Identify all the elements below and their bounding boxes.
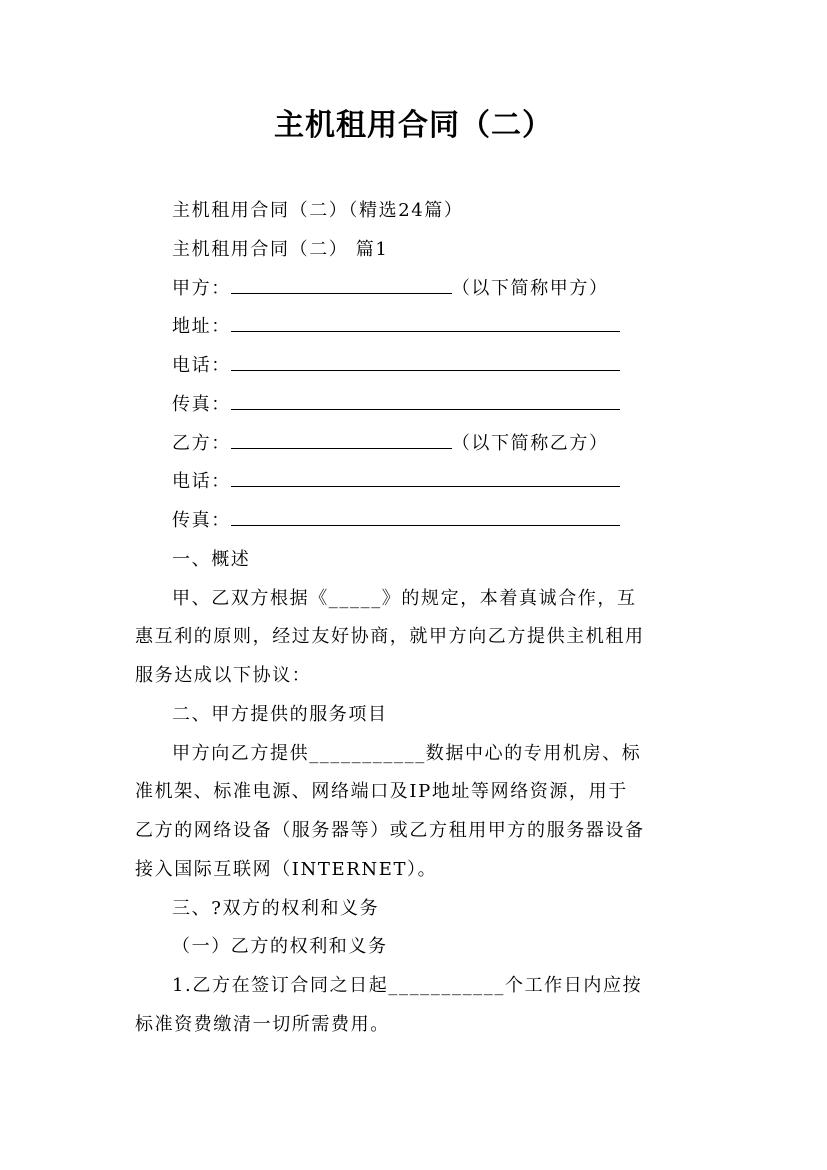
text-line: （一）乙方的权利和义务 xyxy=(172,936,388,958)
party-b-suffix: （以下简称乙方） xyxy=(451,432,609,454)
fax-a-row xyxy=(135,386,705,425)
text-line: 乙方的网络设备（服务器等）或乙方租用甲方的服务器设备 xyxy=(135,820,645,841)
text-line: 标准资费缴清一切所需费用。 xyxy=(135,1013,390,1035)
text-line: 准机架、标准电源、网络端口及IP地址等网络资源，用于 xyxy=(135,781,628,803)
text-line: 服务达成以下协议： xyxy=(135,665,312,686)
phone-a-label: 电话： xyxy=(172,355,231,376)
fax-b-blank xyxy=(231,503,620,526)
party-b-row xyxy=(135,425,705,464)
contract-text xyxy=(135,541,705,1045)
text-line: 甲、乙双方根据《_____》的规定，本着真诚合作，互 xyxy=(172,587,637,609)
phone-b-label: 电话： xyxy=(172,471,231,493)
fax-b-label: 传真： xyxy=(172,510,231,531)
party-a-suffix: （以下简称甲方） xyxy=(451,277,609,299)
text-line: 一、概述 xyxy=(172,548,251,570)
party-b-blank xyxy=(231,426,452,449)
text-line: 1.乙方在签订合同之日起___________个工作日内应按 xyxy=(172,975,643,996)
address-blank xyxy=(231,309,620,332)
phone-a-blank xyxy=(231,348,620,371)
phone-b-blank xyxy=(231,464,620,487)
fax-a-label: 传真： xyxy=(172,393,231,415)
text-line: 三、?双方的权利和义务 xyxy=(172,897,380,919)
address-row xyxy=(135,308,705,347)
text-line: 接入国际互联网（INTERNET）。 xyxy=(135,858,438,880)
address-label: 地址： xyxy=(172,316,231,338)
fax-b-row xyxy=(135,502,705,541)
subtitle: 主机租用合同（二）（精选24篇） xyxy=(172,200,464,221)
document-title: 主机租用合同（二） xyxy=(274,108,553,143)
party-a-row xyxy=(135,270,705,309)
party-a-blank xyxy=(231,271,452,294)
text-line: 惠互利的原则，经过友好协商，就甲方向乙方提供主机租用 xyxy=(135,626,645,648)
phone-b-row xyxy=(135,463,705,502)
text-line: 甲方向乙方提供___________数据中心的专用机房、标 xyxy=(172,742,642,764)
phone-a-row xyxy=(135,347,705,386)
section-title: 主机租用合同（二） 篇1 xyxy=(172,238,389,260)
party-a-label: 甲方： xyxy=(172,277,231,299)
document-body xyxy=(135,192,705,1045)
text-line: 二、甲方提供的服务项目 xyxy=(172,703,388,725)
party-b-label: 乙方： xyxy=(172,432,231,454)
fax-a-blank xyxy=(231,387,620,410)
